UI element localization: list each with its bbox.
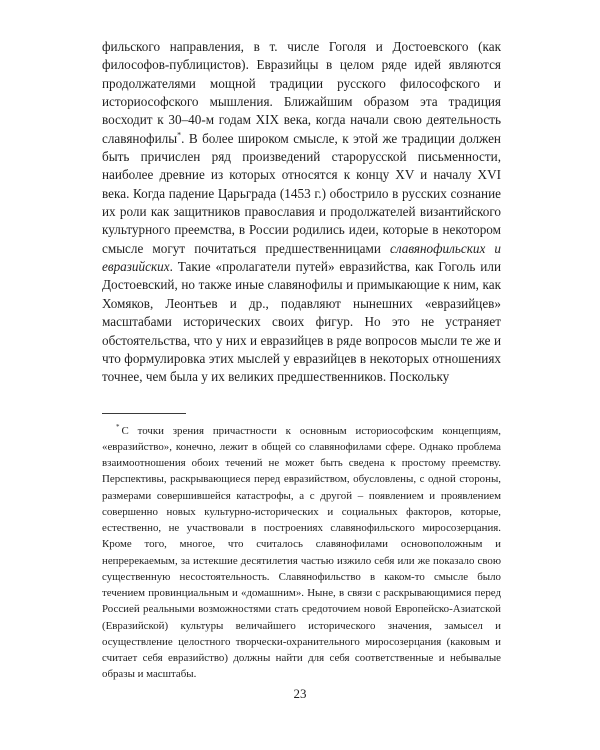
main-text-segment-2: . В более широком смысле, к этой же традиции должен быть причислен ряд произведений старорусской письменности, наиболее древние из которых относятся к концу XV и началу XVI века. Когда падение Царьграда (1453 г.) обострило в русских сознание их роли как защитников православия и продолжателей византийского культурного преемства, в России родились идеи, которые в некотором смысле могут почитаться предшественницами bbox=[102, 130, 501, 256]
footnote bbox=[102, 423, 501, 683]
footnote-separator bbox=[102, 413, 186, 414]
main-text-segment-3: . Такие «пролагатели путей» евразийства, как Гоголь или Достоевский, но также иные славянофилы и примыкающие к ним, как Хомяков, Леонтьев и др., подавляют нынешних «евразийцев» масштабами исторических своих фигур. Но это не устраняет обстоятельства, что у них и евразийцев в ряде вопросов мысли те же и что формулировка этих мыслей у евразийцев в некоторых отношениях точнее, чем была у их великих предшественников. Поскольку bbox=[102, 259, 501, 385]
main-text-italic-phrase: славянофильских и евразийских bbox=[102, 240, 501, 275]
footnote-mark: * bbox=[116, 422, 120, 431]
page-number: 23 bbox=[293, 686, 307, 701]
book-page bbox=[102, 38, 501, 683]
main-text-paragraph bbox=[102, 38, 501, 387]
footnote-reference-mark: * bbox=[177, 130, 182, 140]
footnote-text: С точки зрения причастности к основным историософским концепциям, «евразийство», конечно, лежит в общей со славянофилами сфере. Однако проблема взаимоотношения обоих течений не может быть сведена к простому преемству. Перспективы, раскрывающиеся перед евразийством, обусловлены, с одной стороны, размерами совершившейся катастрофы, а с другой – появлением и проявлением совершенно новых культурно-исторических и социальных факторов, которые, естественно, не участвовали в построениях славянофильского миросозерцания. Кроме того, многое, что считалось славянофилами основоположным и непререкаемым, за истекшие десятилетия частью изжило себя или же показало свою существенную несостоятельность. Славянофильство в каком-то смысле было течением провинциальным и «домашним». Ныне, в связи с раскрывающимися перед Россией реальными возможностями стать средоточием новой Европейско-Азиатской (Евразийской) культуры величайшего исторического значения, замысел и осуществление целостного творчески-охранительного миросозерцания (каковым и считает себя евразийство) должны найти для себя соответственные и небывалые образы и масштабы. bbox=[102, 424, 501, 681]
main-text-segment-1: фильского направления, в т. числе Гоголя и Достоевского (как философов-публицистов). Евразийцы в целом ряде идей являются продолжателями мощной традиции русского философского и историософского мышления. Ближайшим образом эта традиция восходит к 30–40-м годам XIX века, когда начали свою деятельность славянофилы bbox=[102, 39, 501, 146]
